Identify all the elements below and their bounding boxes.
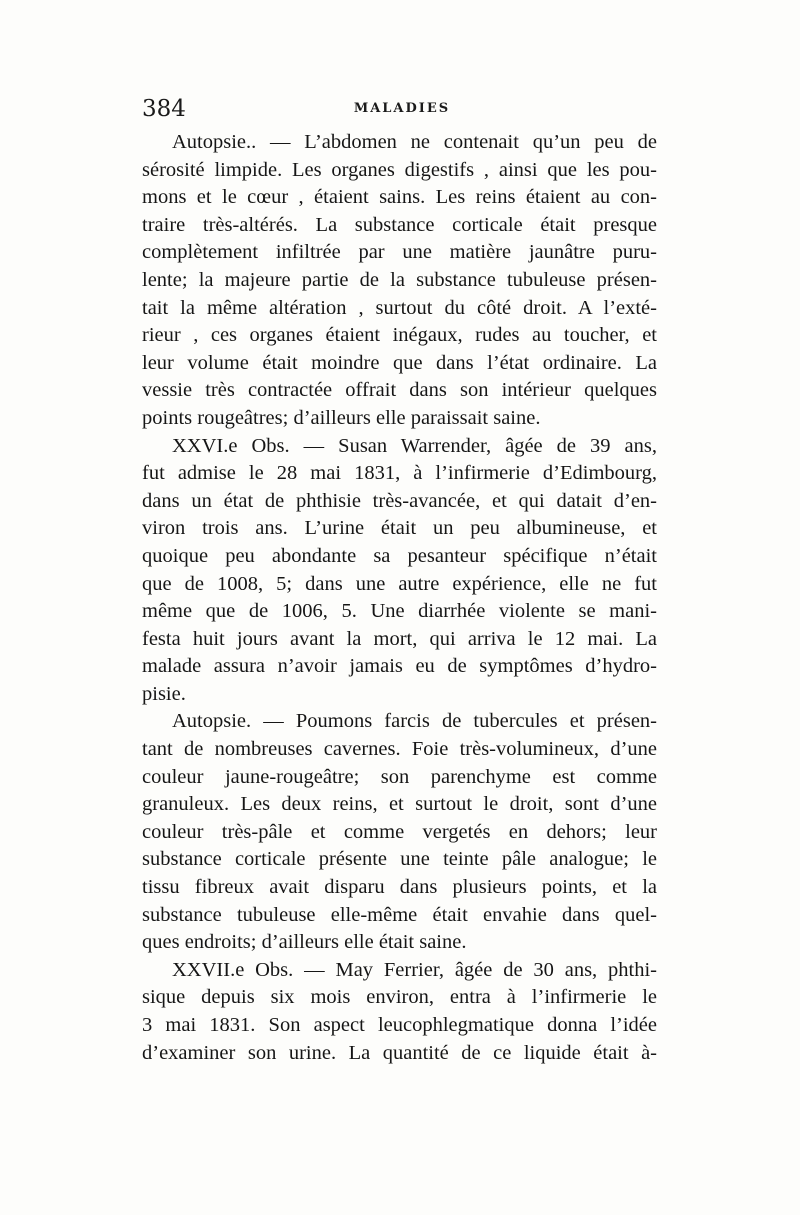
text-line: tissu fibreux avait disparu dans plusieurs points, et la	[142, 876, 657, 899]
text-line: tant de nombreuses cavernes. Foie très-volumineux, d’une	[142, 738, 657, 761]
text-line: sique depuis six mois environ, entra à l’infirmerie le	[142, 986, 657, 1009]
text-line: festa huit jours avant la mort, qui arriva le 12 mai. La	[142, 627, 657, 650]
running-title: MALADIES	[353, 101, 451, 116]
text-line: mons et le cœur , étaient sains. Les reins étaient au con-	[142, 186, 657, 209]
text-line: Autopsie.. — L’abdomen ne contenait qu’un peu de	[172, 131, 657, 153]
text-line: complètement infiltrée par une matière jaunâtre puru-	[142, 241, 657, 264]
text-line: lente; la majeure partie de la substance tubuleuse présen-	[142, 268, 657, 291]
body-text	[142, 129, 657, 1067]
text-line: dans un état de phthisie très-avancée, et qui datait d’en-	[142, 489, 657, 512]
text-line: sérosité limpide. Les organes digestifs , ainsi que les pou-	[142, 158, 657, 181]
text-line: tait la même altération , surtout du côté droit. A l’exté-	[142, 296, 657, 319]
text-line: 3 mai 1831. Son aspect leucophlegmatique donna l’idée	[142, 1014, 657, 1036]
page-number: 384	[142, 96, 186, 122]
text-line: substance tubuleuse elle-même était envahie dans quel-	[142, 903, 657, 926]
text-line: viron trois ans. L’urine était un peu albumineuse, et	[142, 517, 657, 540]
text-line: d’examiner son urine. La quantité de ce liquide était à-	[142, 1041, 657, 1064]
text-line: points rougeâtres; d’ailleurs elle paraissait saine.	[142, 406, 541, 429]
text-line: couleur jaune-rougeâtre; son parenchyme est comme	[142, 765, 657, 788]
text-line: granuleux. Les deux reins, et surtout le droit, sont d’une	[142, 793, 657, 816]
text-line: même que de 1006, 5. Une diarrhée violente se mani-	[142, 600, 657, 623]
text-line: fut admise le 28 mai 1831, à l’infirmerie d’Edimbourg,	[142, 462, 657, 485]
page-header	[142, 96, 662, 126]
text-line: leur volume était moindre que dans l’état ordinaire. La	[142, 351, 657, 374]
text-line: rieur , ces organes étaient inégaux, rudes au toucher, et	[142, 324, 657, 347]
text-line: substance corticale présente une teinte pâle analogue; le	[142, 848, 657, 871]
text-line: pisie.	[142, 682, 186, 705]
text-line: XXVII.e Obs. — May Ferrier, âgée de 30 ans, phthi-	[172, 958, 657, 981]
text-line: malade assura n’avoir jamais eu de symptômes d’hydro-	[142, 655, 657, 678]
text-line: XXVI.e Obs. — Susan Warrender, âgée de 39 ans,	[172, 434, 657, 457]
text-line: couleur très-pâle et comme vergetés en dehors; leur	[142, 820, 657, 843]
text-line: quoique peu abondante sa pesanteur spécifique n’était	[142, 544, 657, 567]
text-line: ques endroits; d’ailleurs elle était saine.	[142, 931, 467, 954]
text-line: vessie très contractée offrait dans son intérieur quelques	[142, 379, 657, 402]
text-line: traire très-altérés. La substance corticale était presque	[142, 213, 657, 236]
text-line: que de 1008, 5; dans une autre expérience, elle ne fut	[142, 572, 657, 595]
text-line: Autopsie. — Poumons farcis de tubercules et présen-	[172, 710, 657, 733]
